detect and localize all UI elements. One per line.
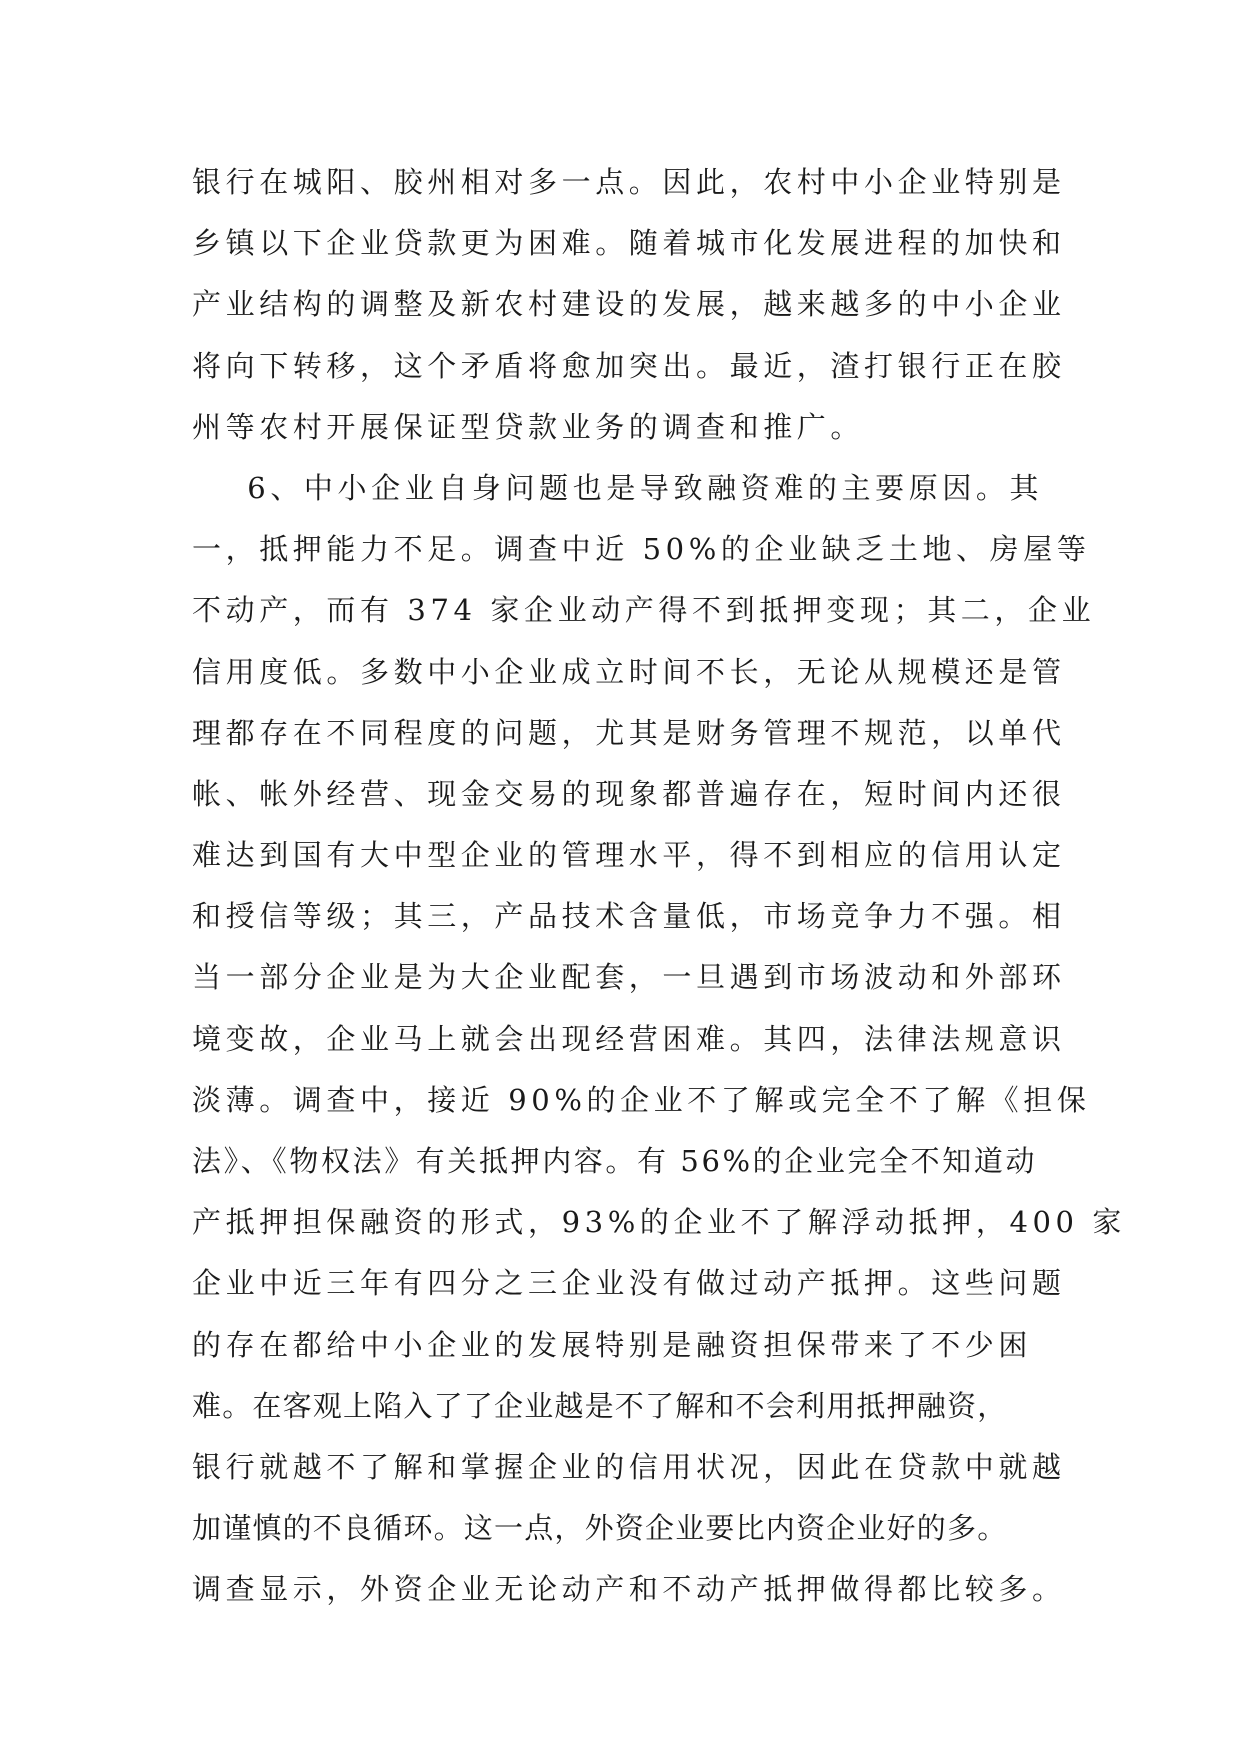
text-line: 银行就越不了解和掌握企业的信用状况，因此在贷款中就越 <box>192 1449 1066 1484</box>
text-line: 乡镇以下企业贷款更为困难。随着城市化发展进程的加快和 <box>192 226 1066 261</box>
text-line: 和授信等级；其三，产品技术含量低，市场竞争力不强。相 <box>192 899 1066 934</box>
text-line: 州等农村开展保证型贷款业务的调查和推广。 <box>192 409 865 444</box>
text-line: 一，抵押能力不足。调查中近 50%的企业缺乏土地、房屋等 <box>192 532 1091 567</box>
text-line: 不动产，而有 374 家企业动产得不到抵押变现；其二，企业 <box>192 593 1096 628</box>
text-line: 调查显示，外资企业无论动产和不动产抵押做得都比较多。 <box>192 1572 1066 1607</box>
text-line: 淡薄。调查中，接近 90%的企业不了解或完全不了解《担保 <box>192 1082 1091 1117</box>
body-text <box>192 152 1127 1621</box>
text-line: 产抵押担保融资的形式，93%的企业不了解浮动抵押，400 家 <box>192 1205 1127 1240</box>
text-line: 企业中近三年有四分之三企业没有做过动产抵押。这些问题 <box>192 1266 1066 1301</box>
text-line: 的存在都给中小企业的发展特别是融资担保带来了不少困 <box>192 1327 1033 1362</box>
text-line: 境变故，企业马上就会出现经营困难。其四，法律法规意识 <box>192 1021 1066 1056</box>
text-line: 产业结构的调整及新农村建设的发展，越来越多的中小企业 <box>192 287 1066 322</box>
text-line: 加谨慎的不良循环。这一点，外资企业要比内资企业好的多。 <box>192 1511 1008 1546</box>
text-line: 帐、帐外经营、现金交易的现象都普遍存在，短时间内还很 <box>192 776 1066 811</box>
text-line: 银行在城阳、胶州相对多一点。因此，农村中小企业特别是 <box>192 165 1066 199</box>
paragraph-start-line: 6、中小企业自身问题也是导致融资难的主要原因。其 <box>192 470 1044 505</box>
text-line: 难达到国有大中型企业的管理水平，得不到相应的信用认定 <box>192 838 1066 873</box>
text-line: 理都存在不同程度的问题，尤其是财务管理不规范，以单代 <box>192 715 1066 750</box>
text-line: 当一部分企业是为大企业配套，一旦遇到市场波动和外部环 <box>192 960 1066 995</box>
text-line: 难。在客观上陷入了了企业越是不了解和不会利用抵押融资， <box>192 1388 1008 1423</box>
text-line: 信用度低。多数中小企业成立时间不长，无论从规模还是管 <box>192 654 1066 689</box>
text-line: 将向下转移，这个矛盾将愈加突出。最近，渣打银行正在胶 <box>192 348 1066 383</box>
text-line: 法》、《物权法》有关抵押内容。有 56%的企业完全不知道动 <box>192 1144 1038 1178</box>
